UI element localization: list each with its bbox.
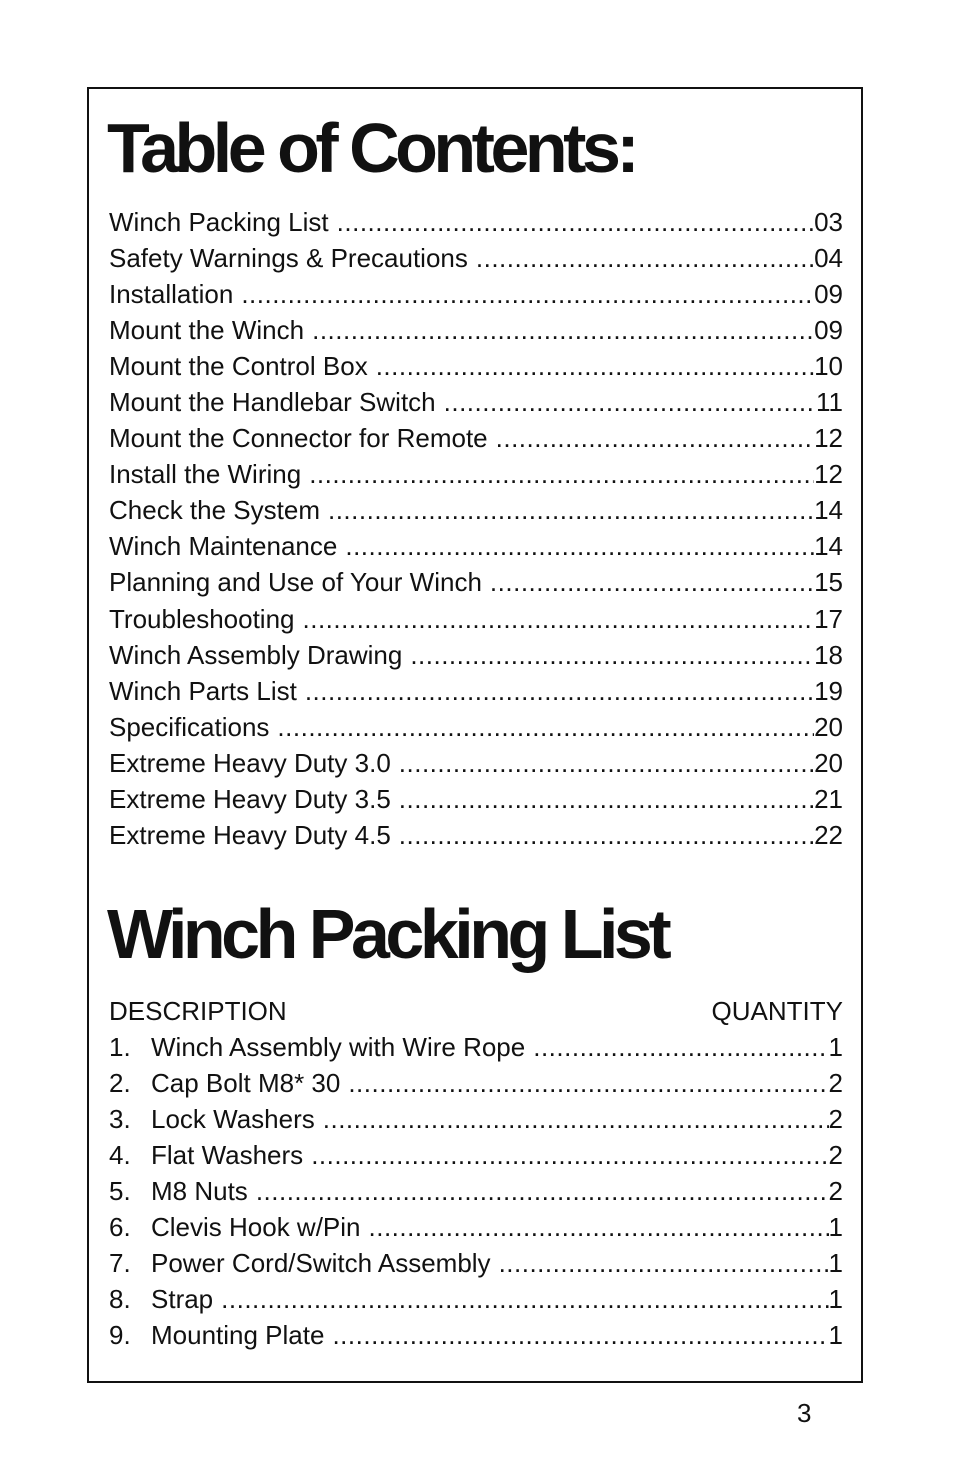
toc-entry-page: 09 <box>814 314 843 345</box>
item-quantity: 1 <box>828 1031 843 1062</box>
item-label: Clevis Hook w/Pin <box>151 1212 361 1243</box>
item-quantity: 1 <box>828 1212 843 1243</box>
dot-leader <box>533 1032 828 1063</box>
item-number: 9. <box>109 1320 131 1351</box>
toc-entry-page: 14 <box>814 531 843 562</box>
dot-leader <box>311 1140 828 1171</box>
packing-list-header <box>109 993 843 1029</box>
item-number: 1. <box>109 1031 131 1062</box>
toc-entry-label: Winch Assembly Drawing <box>109 639 403 670</box>
packing-list-item <box>109 1029 843 1065</box>
toc-list <box>109 204 843 854</box>
toc-entry[interactable] <box>109 565 843 601</box>
dot-leader <box>309 459 814 490</box>
dot-leader <box>476 243 814 274</box>
toc-entry-page: 10 <box>814 350 843 381</box>
dot-leader <box>499 1248 829 1279</box>
quantity-column-header: QUANTITY <box>711 995 843 1026</box>
item-label: Lock Washers <box>151 1103 315 1134</box>
toc-entry-page: 20 <box>814 747 843 778</box>
dot-leader <box>376 351 814 382</box>
dot-leader <box>303 604 815 635</box>
dot-leader <box>345 531 814 562</box>
toc-entry-page: 19 <box>814 675 843 706</box>
dot-leader <box>369 1212 829 1243</box>
toc-entry[interactable] <box>109 782 843 818</box>
dot-leader <box>332 1320 828 1351</box>
description-column-header: DESCRIPTION <box>109 995 287 1026</box>
toc-entry[interactable] <box>109 601 843 637</box>
item-quantity: 1 <box>828 1248 843 1279</box>
dot-leader <box>323 1104 829 1135</box>
toc-title: Table of Contents: <box>107 109 636 187</box>
toc-entry-page: 11 <box>816 387 843 418</box>
dot-leader <box>399 748 814 779</box>
dot-leader <box>328 495 814 526</box>
toc-entry-page: 14 <box>814 495 843 526</box>
packing-list <box>109 1029 843 1354</box>
toc-entry[interactable] <box>109 276 843 312</box>
toc-entry-label: Troubleshooting <box>109 603 295 634</box>
dot-leader <box>496 423 814 454</box>
toc-entry-label: Extreme Heavy Duty 3.5 <box>109 784 391 815</box>
toc-entry[interactable] <box>109 745 843 781</box>
toc-entry-page: 17 <box>814 603 843 634</box>
item-number: 6. <box>109 1212 131 1243</box>
packing-list-item <box>109 1318 843 1354</box>
toc-entry-label: Installation <box>109 278 234 309</box>
toc-entry-label: Check the System <box>109 495 320 526</box>
toc-entry-page: 12 <box>814 459 843 490</box>
toc-entry-label: Mount the Winch <box>109 314 305 345</box>
dot-leader <box>305 676 814 707</box>
toc-entry[interactable] <box>109 493 843 529</box>
item-label: Power Cord/Switch Assembly <box>151 1248 491 1279</box>
dot-leader <box>241 279 814 310</box>
toc-entry-label: Planning and Use of Your Winch <box>109 567 482 598</box>
dot-leader <box>399 820 814 851</box>
item-quantity: 2 <box>828 1103 843 1134</box>
toc-entry[interactable] <box>109 709 843 745</box>
item-number: 5. <box>109 1175 131 1206</box>
item-number: 8. <box>109 1284 131 1315</box>
packing-list-item <box>109 1282 843 1318</box>
item-quantity: 1 <box>828 1320 843 1351</box>
toc-entry-label: Mount the Handlebar Switch <box>109 387 436 418</box>
dot-leader <box>312 315 814 346</box>
item-label: Cap Bolt M8* 30 <box>151 1067 341 1098</box>
toc-entry-page: 21 <box>814 784 843 815</box>
toc-entry-label: Mount the Control Box <box>109 350 368 381</box>
packing-list-item <box>109 1246 843 1282</box>
item-quantity: 2 <box>828 1139 843 1170</box>
packing-list-item <box>109 1065 843 1101</box>
item-label: Flat Washers <box>151 1139 304 1170</box>
toc-entry-page: 09 <box>814 278 843 309</box>
page-frame <box>87 87 863 1383</box>
dot-leader <box>348 1068 828 1099</box>
toc-entry[interactable] <box>109 204 843 240</box>
item-number: 7. <box>109 1248 131 1279</box>
toc-entry[interactable] <box>109 348 843 384</box>
page-number: 3 <box>797 1398 812 1428</box>
toc-entry-label: Extreme Heavy Duty 4.5 <box>109 820 391 851</box>
dot-leader <box>444 387 816 418</box>
toc-entry-label: Winch Maintenance <box>109 531 338 562</box>
packing-list-title: Winch Packing List <box>107 895 668 973</box>
dot-leader <box>277 712 814 743</box>
toc-entry-label: Winch Packing List <box>109 206 329 237</box>
dot-leader <box>337 207 814 238</box>
toc-entry-label: Specifications <box>109 711 270 742</box>
toc-entry[interactable] <box>109 529 843 565</box>
dot-leader <box>399 784 814 815</box>
item-label: Strap <box>151 1284 214 1315</box>
item-number: 2. <box>109 1067 131 1098</box>
toc-entry-label: Extreme Heavy Duty 3.0 <box>109 747 391 778</box>
toc-entry-page: 12 <box>814 423 843 454</box>
item-quantity: 1 <box>828 1284 843 1315</box>
item-quantity: 2 <box>828 1175 843 1206</box>
toc-entry[interactable] <box>109 637 843 673</box>
toc-entry-page: 15 <box>814 567 843 598</box>
toc-entry-label: Mount the Connector for Remote <box>109 423 488 454</box>
item-label: M8 Nuts <box>151 1175 248 1206</box>
toc-entry[interactable] <box>109 421 843 457</box>
dot-leader <box>490 567 814 598</box>
toc-entry-label: Winch Parts List <box>109 675 297 706</box>
toc-entry[interactable] <box>109 240 843 276</box>
dot-leader <box>410 640 814 671</box>
toc-entry-page: 22 <box>814 820 843 851</box>
packing-list-item <box>109 1137 843 1173</box>
dot-leader <box>221 1284 828 1315</box>
toc-entry[interactable] <box>109 312 843 348</box>
packing-list-item <box>109 1173 843 1209</box>
toc-entry-label: Install the Wiring <box>109 459 302 490</box>
toc-entry[interactable] <box>109 457 843 493</box>
toc-entry-page: 20 <box>814 711 843 742</box>
item-number: 3. <box>109 1103 131 1134</box>
toc-entry-page: 18 <box>814 639 843 670</box>
item-quantity: 2 <box>828 1067 843 1098</box>
toc-entry[interactable] <box>109 384 843 420</box>
toc-entry-page: 03 <box>814 206 843 237</box>
item-label: Winch Assembly with Wire Rope <box>151 1031 526 1062</box>
toc-entry[interactable] <box>109 818 843 854</box>
packing-list-item <box>109 1101 843 1137</box>
toc-entry-label: Safety Warnings & Precautions <box>109 242 468 273</box>
toc-entry-page: 04 <box>814 242 843 273</box>
item-label: Mounting Plate <box>151 1320 325 1351</box>
toc-entry[interactable] <box>109 673 843 709</box>
packing-list-item <box>109 1209 843 1245</box>
item-number: 4. <box>109 1139 131 1170</box>
dot-leader <box>256 1176 829 1207</box>
